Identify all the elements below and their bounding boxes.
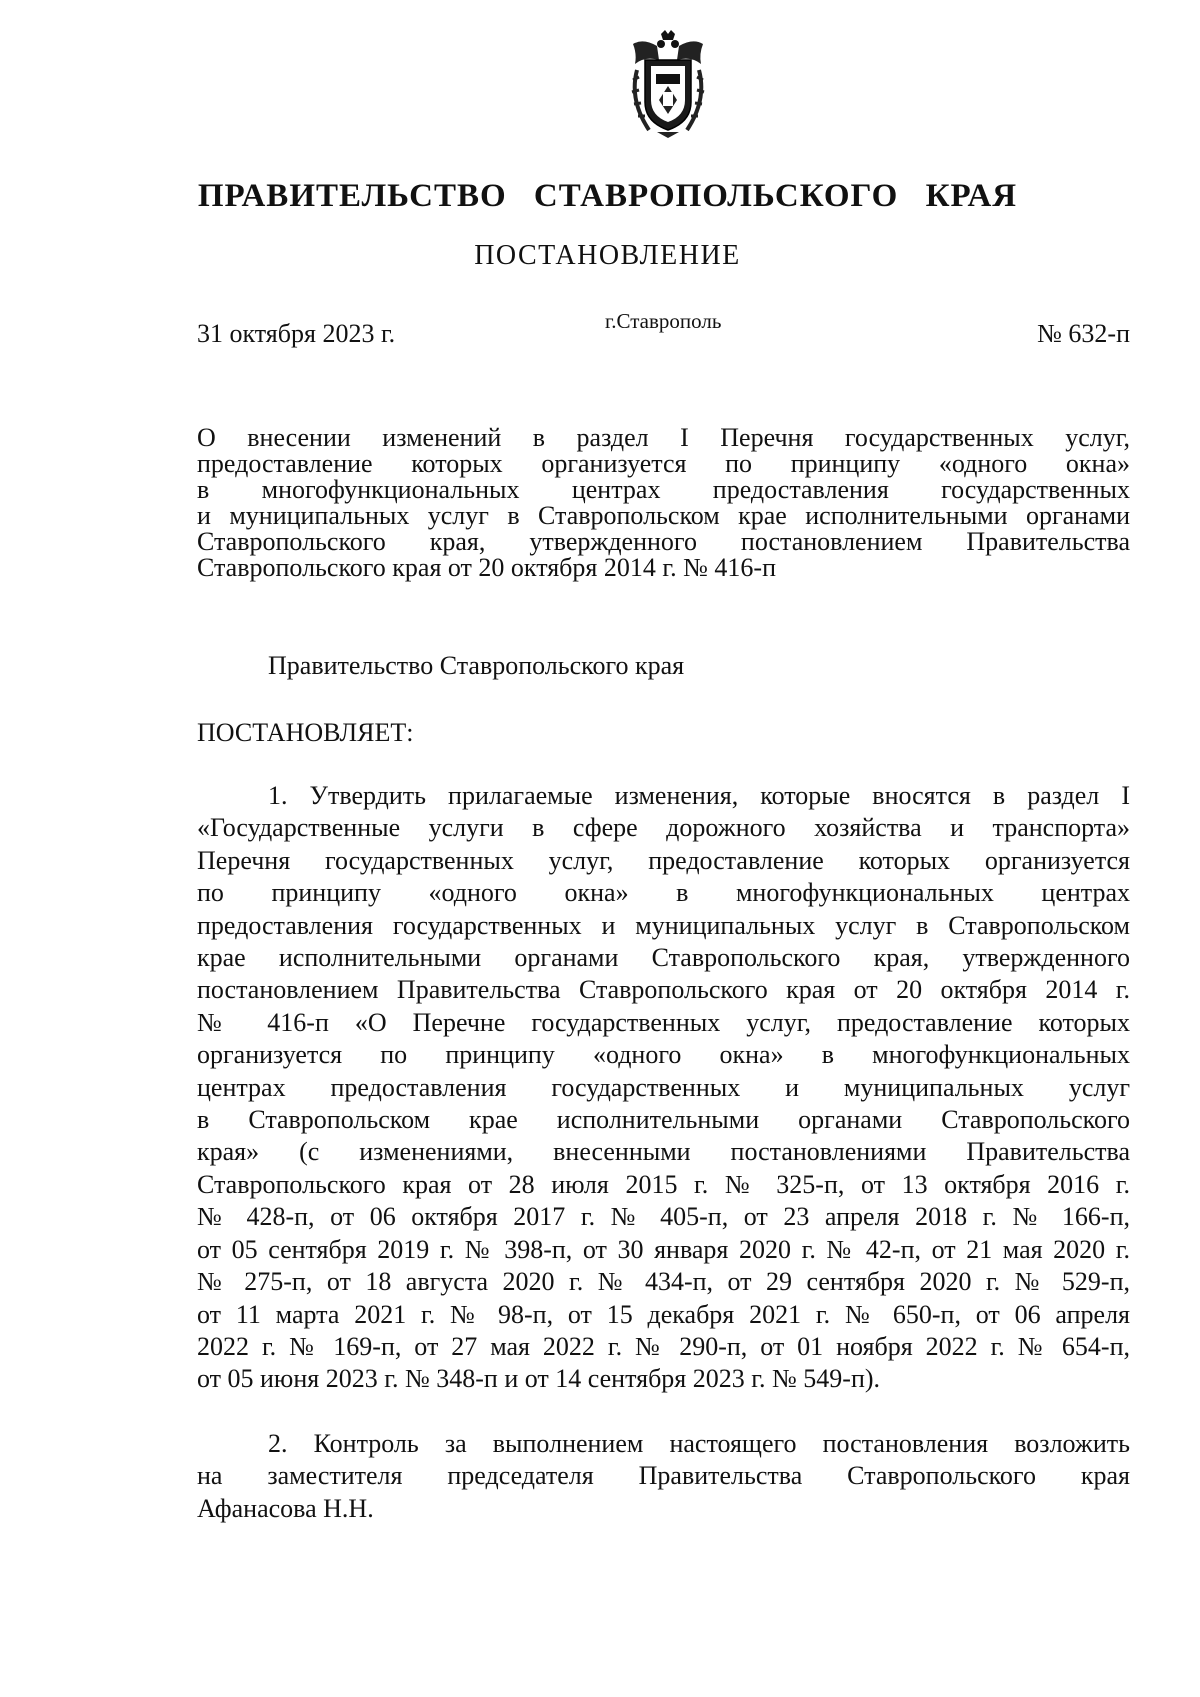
document-subject	[197, 425, 1130, 581]
document-date: 31 октября 2023 г.	[197, 319, 396, 348]
paragraph-line: Ставропольского края от 28 июля 2015 г. № 325-п, от 13 октября 2016 г.	[197, 1169, 1130, 1199]
government-title: ПРАВИТЕЛЬСТВО СТАВРОПОЛЬСКОГО КРАЯ	[197, 178, 1018, 214]
paragraph-line: Афанасова Н.Н.	[197, 1493, 374, 1523]
paragraph-line: организуется по принципу «одного окна» в многофункциональных	[197, 1040, 1130, 1070]
paragraph-line: № 275-п, от 18 августа 2020 г. № 434-п, от 29 сентября 2020 г. № 529-п,	[197, 1267, 1130, 1297]
paragraph-line: № 416-п «О Перечне государственных услуг, предоставление которых	[197, 1007, 1130, 1037]
subject-line: предоставление которых организуется по принципу «одного окна»	[197, 449, 1130, 478]
document-type: ПОСТАНОВЛЕНИЕ	[474, 240, 741, 271]
subject-line: Ставропольского края от 20 октября 2014 г. № 416-п	[197, 553, 776, 582]
document-meta	[197, 305, 1130, 355]
subject-line: О внесении изменений в раздел I Перечня государственных услуг,	[197, 423, 1130, 452]
paragraph-line: от 11 марта 2021 г. № 98-п, от 15 декабря 2021 г. № 650-п, от 06 апреля	[197, 1299, 1130, 1329]
coat-of-arms-icon	[623, 30, 713, 140]
paragraph-line: на заместителя председателя Правительства Ставропольского края	[197, 1461, 1130, 1491]
paragraph-line: «Государственные услуги в сфере дорожного хозяйства и транспорта»	[197, 813, 1130, 843]
paragraph-1	[197, 780, 1130, 1396]
document-number: № 632-п	[1037, 319, 1130, 348]
subject-line: и муниципальных услуг в Ставропольском крае исполнительными органами	[197, 501, 1130, 530]
paragraph-line: предоставления государственных и муниципальных услуг в Ставропольском	[197, 910, 1130, 940]
subject-line: Ставропольского края, утвержденного постановлением Правительства	[197, 527, 1130, 556]
paragraph-line: в Ставропольском крае исполнительными органами Ставропольского	[197, 1105, 1130, 1135]
paragraph-line: крае исполнительными органами Ставропольского края, утвержденного	[197, 943, 1130, 973]
paragraph-line: от 05 сентября 2019 г. № 398-п, от 30 января 2020 г. № 42-п, от 21 мая 2020 г.	[197, 1234, 1130, 1264]
subject-line: в многофункциональных центрах предоставления государственных	[197, 475, 1130, 504]
resolves-heading: ПОСТАНОВЛЯЕТ:	[197, 718, 414, 747]
preamble-text: Правительство Ставропольского края	[268, 651, 685, 680]
paragraph-line: 2. Контроль за выполнением настоящего постановления возложить	[268, 1429, 1130, 1458]
document-city: г.Ставрополь	[605, 309, 722, 333]
paragraph-2	[197, 1428, 1130, 1525]
paragraph-line: 2022 г. № 169-п, от 27 мая 2022 г. № 290-п, от 01 ноября 2022 г. № 654-п,	[197, 1331, 1130, 1361]
paragraph-line: № 428-п, от 06 октября 2017 г. № 405-п, от 23 апреля 2018 г. № 166-п,	[197, 1202, 1130, 1232]
paragraph-line: края» (с изменениями, внесенными постановлениями Правительства	[197, 1137, 1130, 1167]
paragraph-line: по принципу «одного окна» в многофункциональных центрах	[197, 878, 1130, 908]
paragraph-line: постановлением Правительства Ставропольского края от 20 октября 2014 г.	[197, 975, 1130, 1005]
paragraph-line: центрах предоставления государственных и муниципальных услуг	[197, 1072, 1130, 1102]
paragraph-line: от 05 июня 2023 г. № 348-п и от 14 сентября 2023 г. № 549-п).	[197, 1364, 881, 1394]
paragraph-line: 1. Утвердить прилагаемые изменения, которые вносятся в раздел I	[268, 781, 1130, 810]
paragraph-line: Перечня государственных услуг, предоставление которых организуется	[197, 845, 1130, 875]
